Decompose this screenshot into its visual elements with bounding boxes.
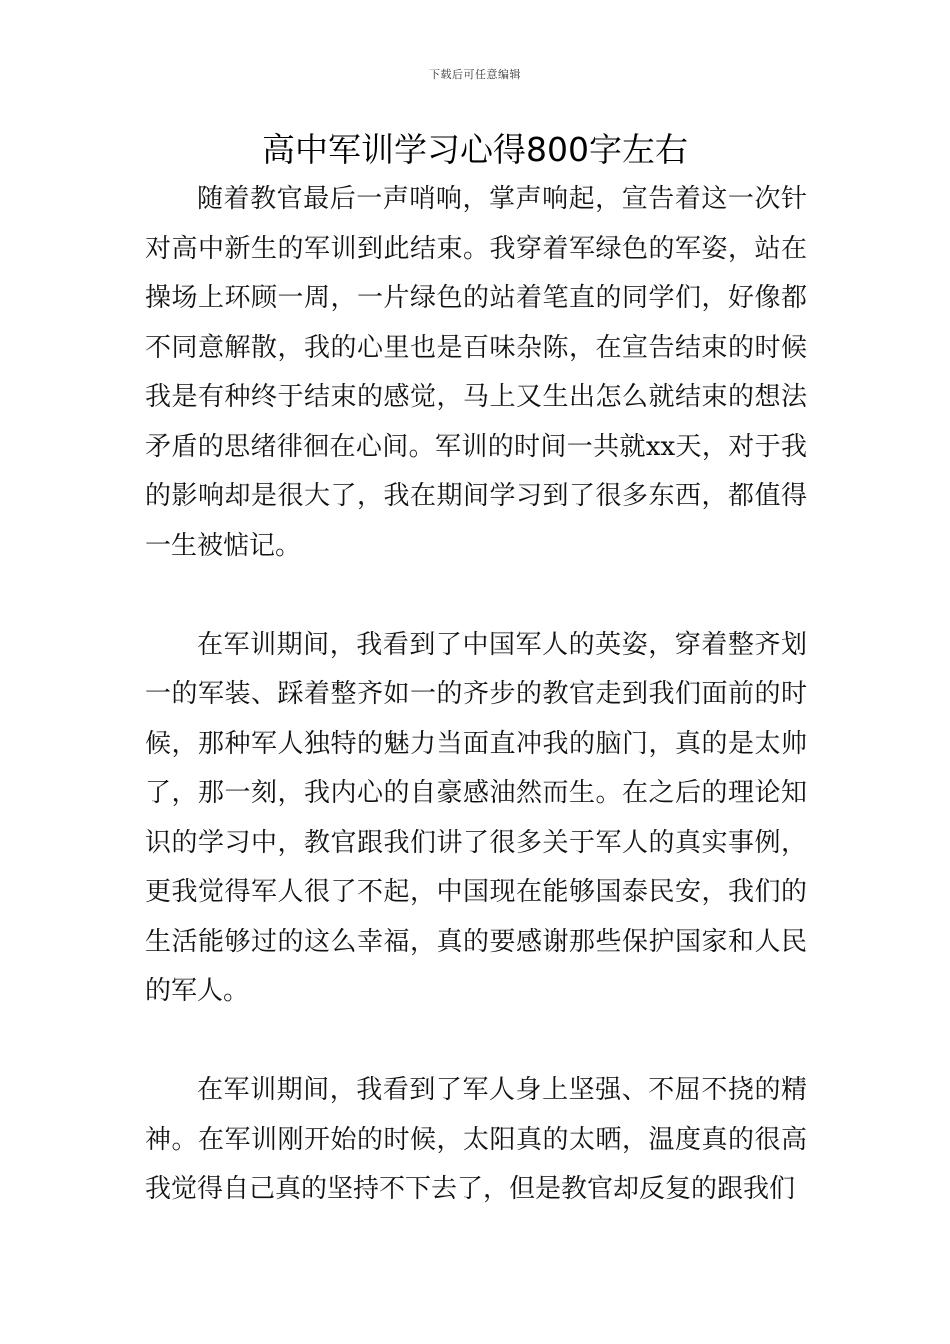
paragraph-2: 在军训期间，我看到了中国军人的英姿，穿着整齐划一的军装、踩着整齐如一的齐步的教官走到我们面前的时候，那种军人独特的魅力当面直冲我的脑门，真的是太帅了，那一刻，我内心的自豪感油然而生。在之后的理论知识的学习中，教官跟我们讲了很多关于军人的真实事例，更我觉得军人很了不起，中国现在能够国泰民安，我们的生活能够过的这么幸福，真的要感谢那些保护国家和人民的军人。	[145, 629, 807, 1006]
paragraph-gap	[145, 571, 807, 621]
paragraph-1: 随着教官最后一声哨响，掌声响起，宣告着这一次针对高中新生的军训到此结束。我穿着军绿色的军姿，站在操场上环顾一周，一片绿色的站着笔直的同学们，好像都不同意解散，我的心里也是百味杂陈，在宣告结束的时候我是有种终于结束的感觉，马上又生出怎么就结束的想法矛盾的思绪徘徊在心间。军训的时间一共就xx天，对于我的影响却是很大了，我在期间学习到了很多东西，都值得一生被惦记。	[145, 184, 807, 561]
document-body	[145, 175, 807, 1215]
document-title: 高中军训学习心得800字左右	[262, 130, 688, 169]
paragraph-3: 在军训期间，我看到了军人身上坚强、不屈不挠的精神。在军训刚开始的时候，太阳真的太晒，温度真的很高我觉得自己真的坚持不下去了，但是教官却反复的跟我们	[145, 1075, 807, 1204]
paragraph-gap	[145, 1017, 807, 1067]
header-note: 下载后可任意编辑	[429, 68, 521, 81]
